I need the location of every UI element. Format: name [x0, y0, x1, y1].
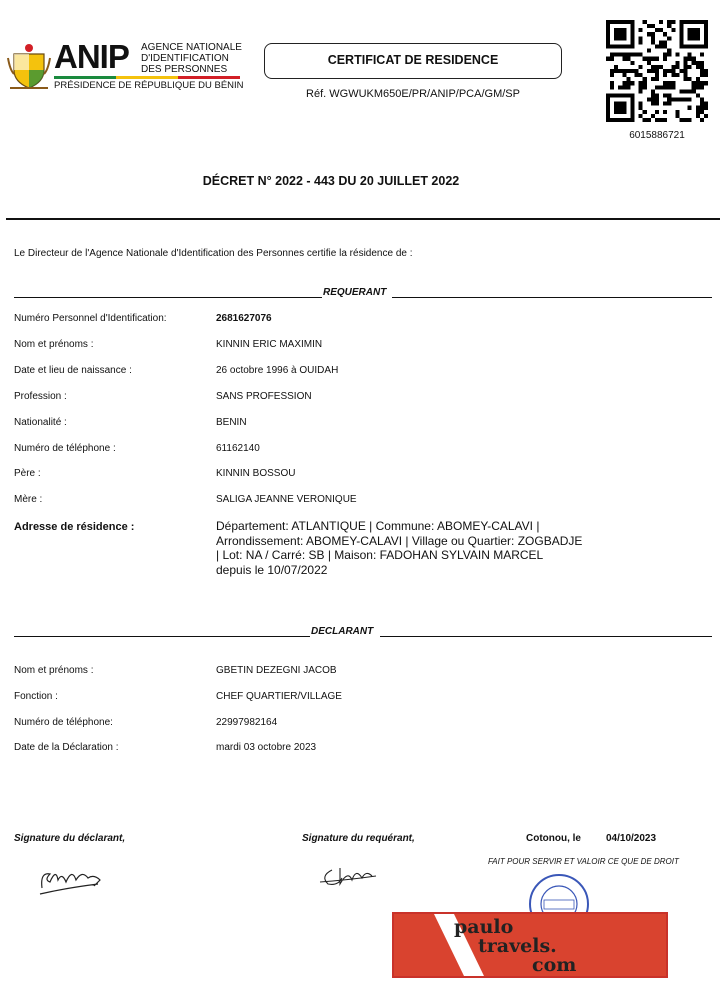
watermark-line: travels. — [478, 935, 557, 957]
flag-color-bar — [54, 76, 240, 79]
field-label: Père : — [14, 468, 41, 479]
nationality-value: BENIN — [216, 417, 247, 428]
field-label: Profession : — [14, 391, 67, 402]
name-value: KINNIN ERIC MAXIMIN — [216, 339, 323, 350]
requerant-signature-icon — [318, 860, 378, 892]
watermark-line: com — [532, 954, 577, 976]
field-label: Date de la Déclaration : — [14, 742, 119, 753]
field-label: Nationalité : — [14, 417, 67, 428]
declarant-name-value: GBETIN DEZEGNI JACOB — [216, 665, 337, 676]
declarant-section-header — [14, 626, 712, 640]
watermark-banner — [392, 912, 668, 978]
presidency-text: PRÉSIDENCE DE RÉPUBLIQUE DU BÉNIN — [54, 80, 244, 91]
address-value: Département: ATLANTIQUE | Commune: ABOMEY-CALAVI | Arrondissement: ABOMEY-CALAVI | Village ou Quartier: ZOGBADJE | Lot: NA / Carré: SB | Maison: FADOHAN SYLVAIN MARCEL depuis le 10/07/2022 — [216, 519, 583, 577]
phone-value: 61162140 — [216, 443, 260, 454]
field-label: Numéro Personnel d'Identification: — [14, 313, 167, 324]
field-label: Numéro de téléphone : — [14, 443, 116, 454]
declarant-signature-label: Signature du déclarant, — [14, 833, 126, 844]
anip-logo-word: ANIP — [54, 38, 129, 75]
certificate-title: CERTIFICAT DE RESIDENCE — [264, 43, 562, 79]
field-label: Nom et prénoms : — [14, 665, 94, 676]
field-label: Mère : — [14, 494, 43, 505]
decree-title: DÉCRET N° 2022 - 443 DU 20 JUILLET 2022 — [202, 174, 460, 188]
father-value: KINNIN BOSSOU — [216, 468, 296, 479]
declaration-date-value: mardi 03 octobre 2023 — [216, 742, 317, 753]
watermark-line: paulo — [454, 916, 514, 938]
declarant-phone-value: 22997982164 — [216, 717, 278, 728]
place-label: Cotonou, le — [526, 833, 581, 844]
requerant-section-header — [14, 287, 712, 301]
intro-text: Le Directeur de l'Agence Nationale d'Identification des Personnes certifie la résidence de : — [14, 248, 413, 259]
field-label: Date et lieu de naissance : — [14, 365, 132, 376]
benin-coat-of-arms-icon — [6, 40, 52, 92]
field-label: Numéro de téléphone: — [14, 717, 113, 728]
function-value: CHEF QUARTIER/VILLAGE — [216, 691, 342, 702]
birth-value: 26 octobre 1996 à OUIDAH — [216, 365, 339, 376]
reference-number: Réf. WGWUKM650E/PR/ANIP/PCA/GM/SP — [306, 88, 520, 100]
validity-note: FAIT POUR SERVIR ET VALOIR CE QUE DE DROIT — [488, 857, 679, 866]
qr-code-icon — [606, 20, 708, 122]
declarant-title: DECLARANT — [311, 626, 374, 637]
signature-date: 04/10/2023 — [606, 833, 657, 844]
requerant-signature-label: Signature du requérant, — [302, 833, 415, 844]
header-divider — [6, 218, 720, 220]
requerant-title: REQUERANT — [323, 287, 387, 298]
field-label: Nom et prénoms : — [14, 339, 94, 350]
field-label: Fonction : — [14, 691, 58, 702]
qr-number: 6015886721 — [629, 130, 685, 141]
declarant-signature-icon — [36, 858, 108, 898]
mother-value: SALIGA JEANNE VERONIQUE — [216, 494, 357, 505]
profession-value: SANS PROFESSION — [216, 391, 312, 402]
address-label: Adresse de résidence : — [14, 521, 135, 533]
agency-name: AGENCE NATIONALE D'IDENTIFICATION DES PERSONNES — [141, 42, 242, 75]
npi-value: 2681627076 — [216, 313, 272, 324]
